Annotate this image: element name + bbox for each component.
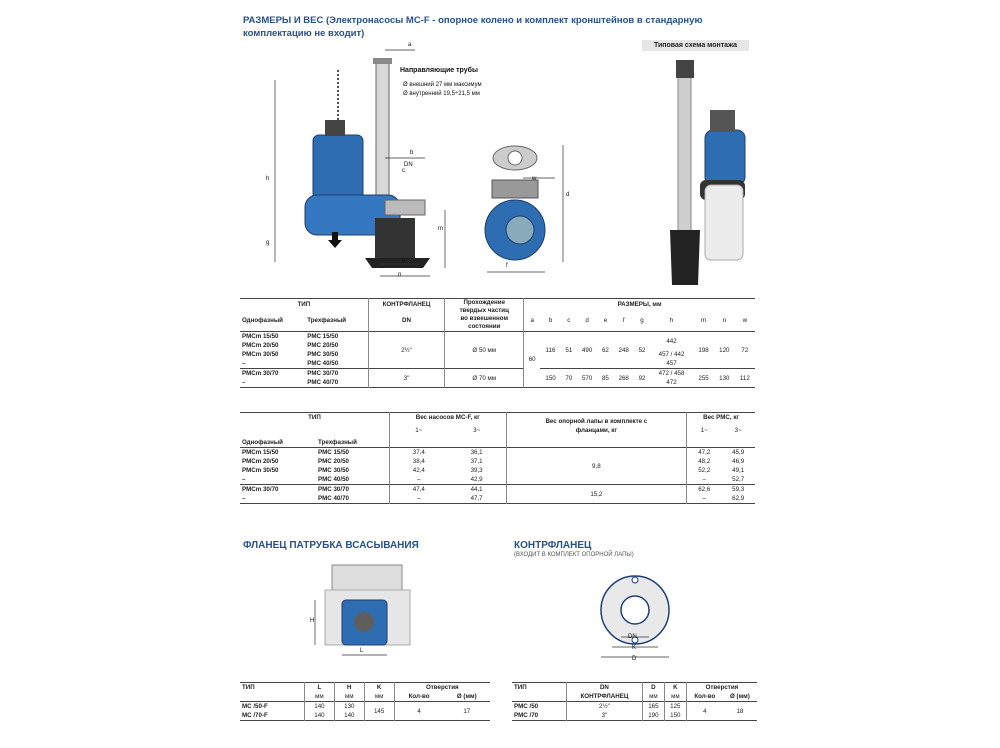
counterflange-table: ТИП DN D K Отверстия КОНТРФЛАНЕЦ мм мм Кол-во Ø (мм) PMC /50 2½" 165 125 4 18 PMC /70 3" 190 150 <box>512 682 757 721</box>
page-title <box>243 14 763 40</box>
counterflange-subtitle: (ВХОДИТ В КОМПЛЕКТ ОПОРНОЙ ЛАПЫ) <box>514 552 634 558</box>
dim-D: D <box>632 656 637 662</box>
counterflange-title: КОНТРФЛАНЕЦ <box>514 540 592 551</box>
title-line-1: РАЗМЕРЫ И ВЕС (Электронасосы MC-F - опорное колено и комплект кронштейнов в стандарную <box>243 15 703 26</box>
dim-d: d <box>566 192 570 198</box>
dim-K: K <box>632 645 637 651</box>
dim-e: e <box>402 258 406 264</box>
dimensions-table: ТИП КОНТРФЛАНЕЦ Прохождение твердых частиц во взвешенном состоянии РАЗМЕРЫ, мм Однофазный Трехфазный DN a b c d e f g h m n w PMCm 15/50 PMC 15/50 2½" Ø 50 мм 60 116 51 490 62 248 52 442 198 120 72 PMCm 20/50 PMC 20/50 PMCm 30/50 PMC 30/50 457 / 442 – PMC 40/50 457 PMCm 30/70 PMC 30/70 3" Ø 70 мм 150 70 570 85 268 92 472 / 458 255 130 112 – PMC 40/70 472 <box>240 298 755 388</box>
dim-n: n <box>398 272 402 278</box>
dim-DN: DN <box>628 634 637 640</box>
title-line-2: комплектацию не входит) <box>243 28 365 39</box>
guide-pipes-title: Направляющие трубы <box>400 67 478 74</box>
guide-outer-diameter: Ø внешний 27 мм максимум <box>403 82 482 88</box>
pump-motor <box>313 135 363 200</box>
dim-H: H <box>310 618 315 624</box>
counterflange-drawing <box>590 565 680 670</box>
dim-c: c <box>402 168 405 174</box>
mounting-scheme-label: Типовая схема монтажа <box>642 40 749 51</box>
suction-flange-title: ФЛАНЕЦ ПАТРУБКА ВСАСЫВАНИЯ <box>243 540 419 551</box>
guide-inner-diameter: Ø внутренний 19,5÷21,5 мм <box>403 91 480 97</box>
dim-dn: DN <box>404 162 413 168</box>
base-foot <box>375 218 415 263</box>
dim-w: w <box>532 176 537 182</box>
dim-f: f <box>506 263 508 269</box>
suction-flange-table: ТИП L H K Отверстия мм мм мм Кол-во Ø (мм) MC /50-F 140 130 145 4 17 MC /70-F 140 140 <box>240 682 490 721</box>
guide-pipe <box>376 60 389 215</box>
weights-table: ТИП Вес насосов MC-F, кг Вес опорной лапы в комплекте с фланцами, кг Вес PMC, кг 1~ 3~ 1~ 3~ Однофазный Трехфазный PMCm 15/50 PMC 15/50 37,4 36,1 9,8 47,2 45,9 PMCm 20/50 PMC 20/50 38,4 37,1 48,2 46,9 PMCm 30/50 PMC 30/50 42,4 39,3 52,2 49,1 – PMC 40/50 – 42,9 – 52,7 PMCm 30/70 PMC 30/70 47,4 44,1 15,2 62,6 59,3 – PMC 40/70 – 47,7 – 62,9 <box>240 412 755 504</box>
dim-h: h <box>266 176 270 182</box>
dim-g: g <box>266 240 270 246</box>
dim-m: m <box>438 226 443 232</box>
dim-b: b <box>410 150 414 156</box>
mounting-illustration <box>640 55 760 285</box>
dim-a: a <box>408 42 412 48</box>
dim-L: L <box>360 648 364 654</box>
dimension-diagram <box>255 40 585 285</box>
suction-flange-drawing <box>300 560 430 670</box>
